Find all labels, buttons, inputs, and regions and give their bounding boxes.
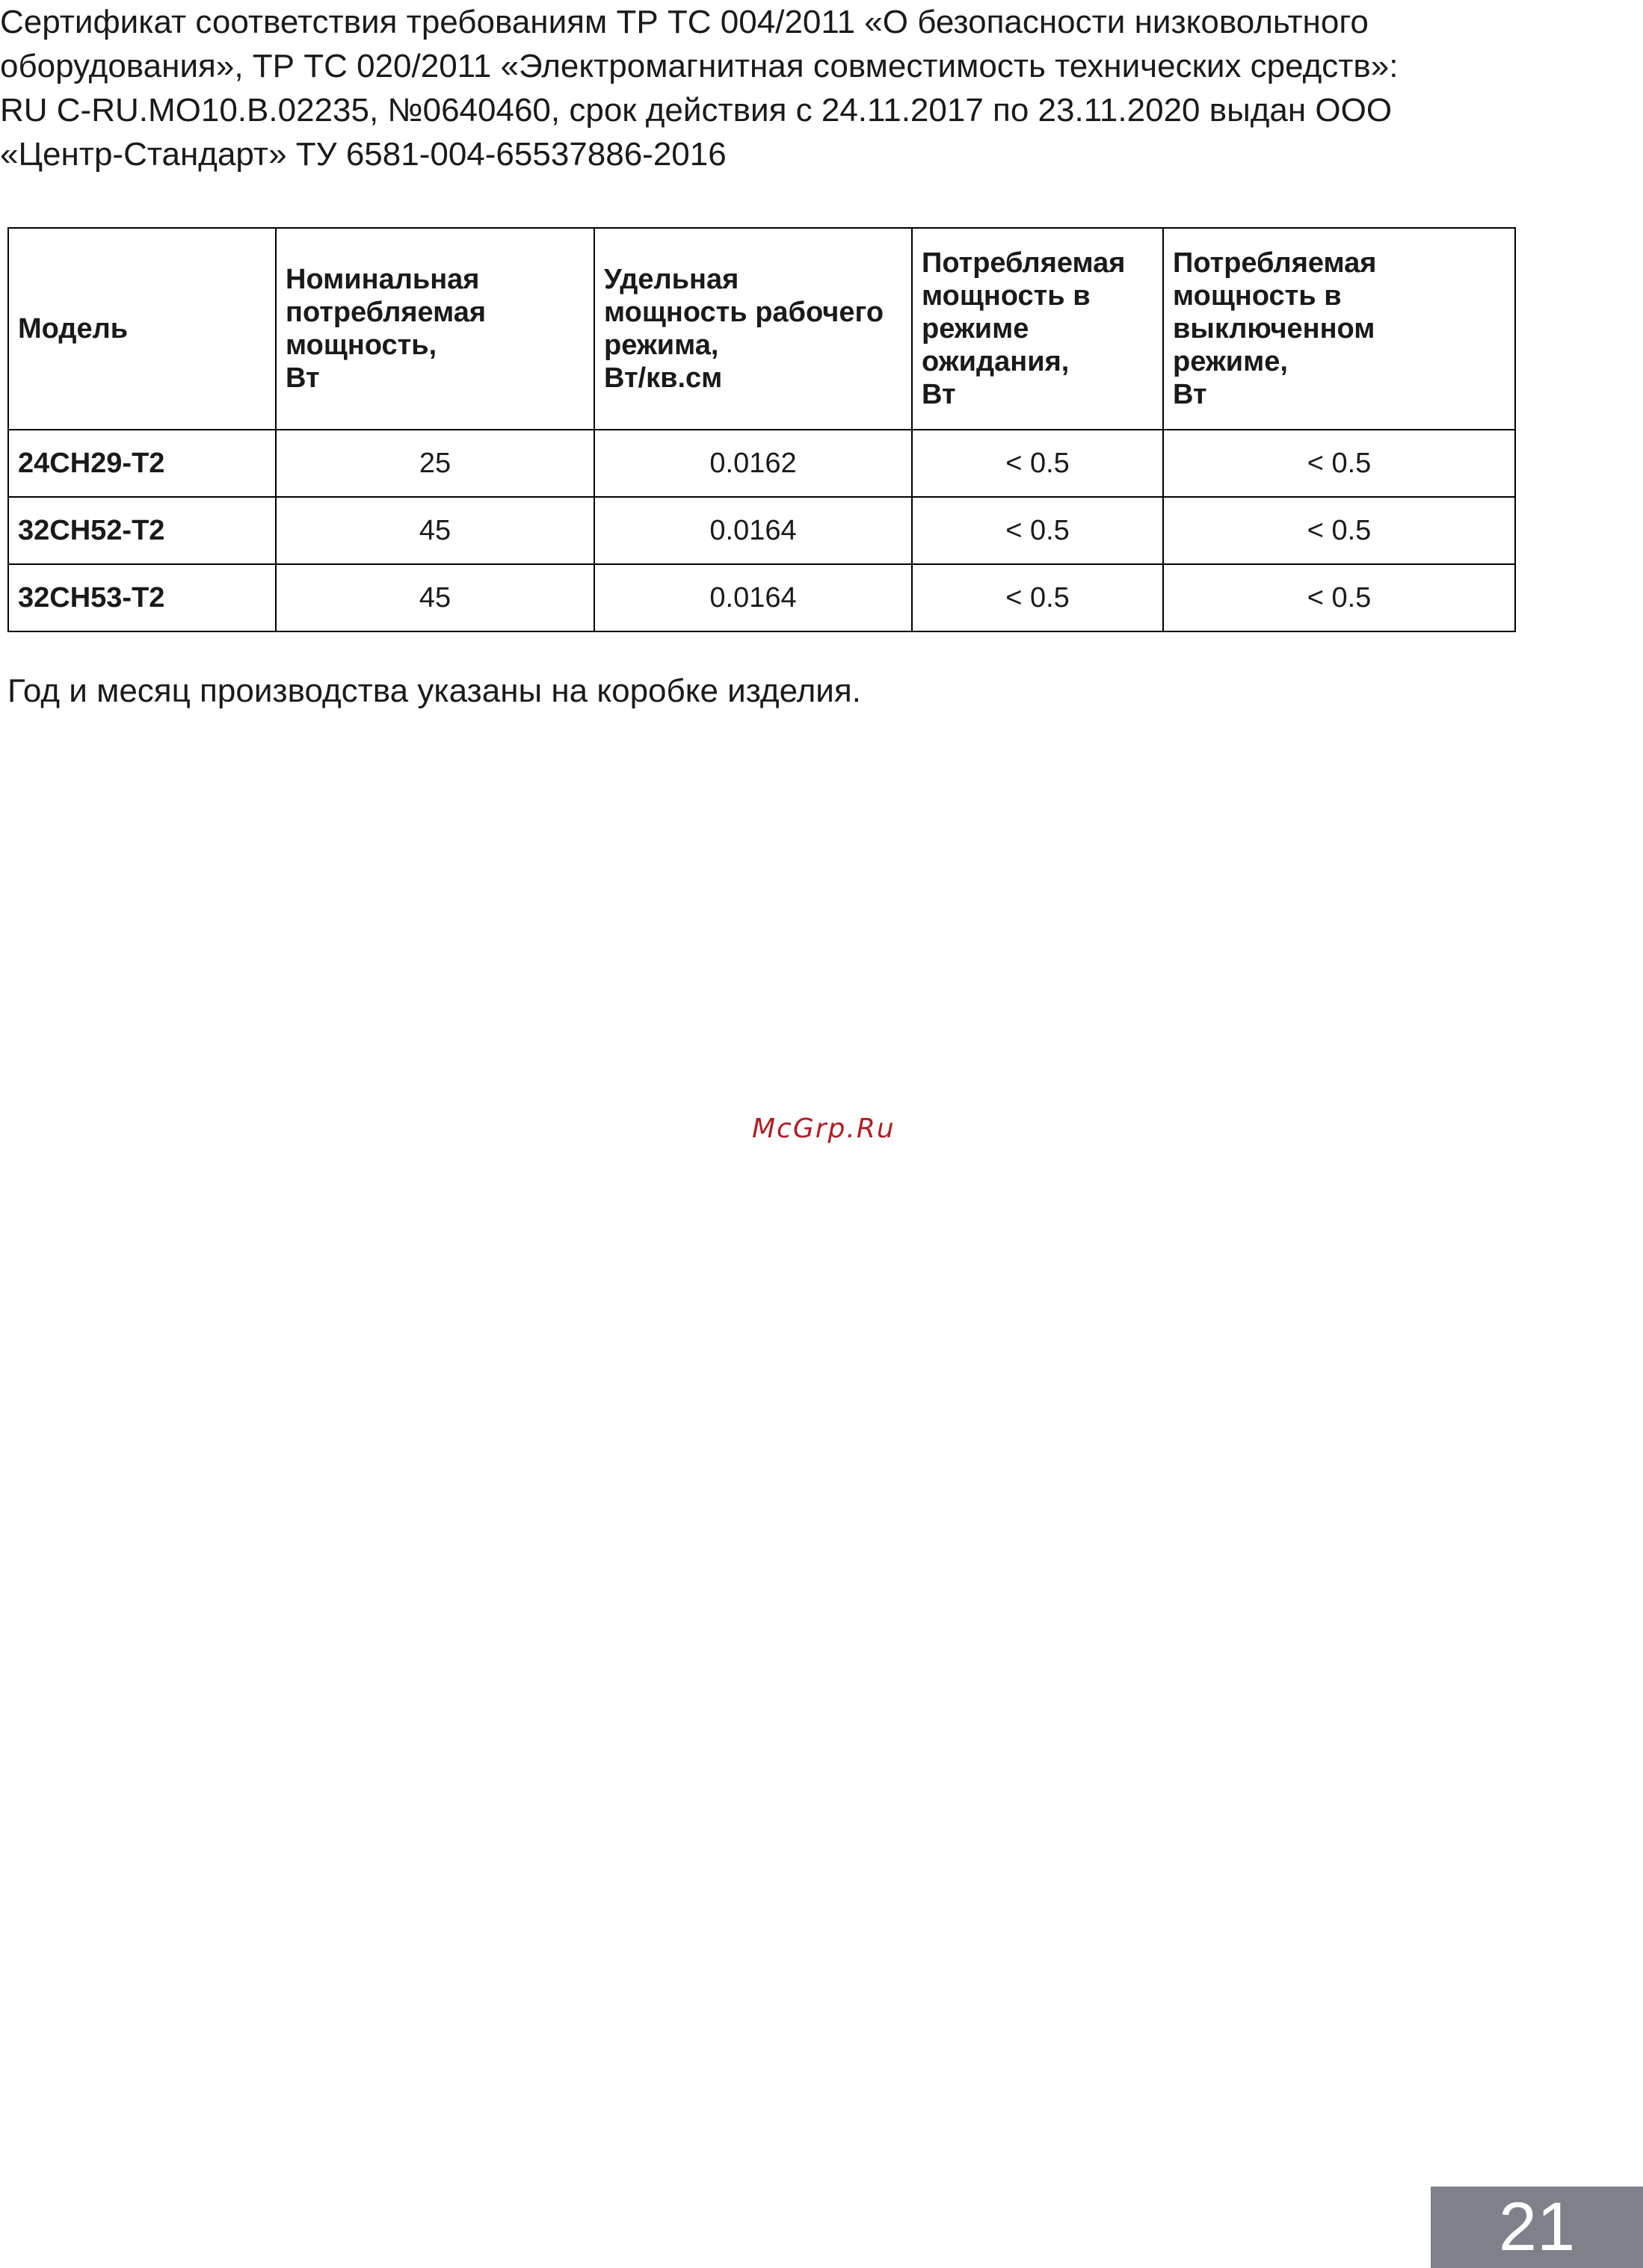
cell-specific-power: 0.0164: [594, 497, 912, 564]
cell-standby-power: < 0.5: [912, 430, 1163, 497]
cell-off-power: < 0.5: [1163, 497, 1515, 564]
cell-standby-power: < 0.5: [912, 564, 1163, 631]
header-rated-power: Номинальная потребляемая мощность, Вт: [276, 228, 594, 430]
production-date-note: Год и месяц производства указаны на коробке изделия.: [7, 673, 861, 709]
certificate-line: RU C-RU.MO10.B.02235, №0640460, срок действия с 24.11.2017 по 23.11.2020 выдан ООО: [0, 92, 1393, 129]
cell-specific-power: 0.0162: [594, 430, 912, 497]
cell-rated-power: 25: [276, 430, 594, 497]
table-header-row: [8, 228, 1515, 430]
certificate-line: оборудования», ТР ТС 020/2011 «Электромагнитная совместимость технических средств»:: [0, 48, 1399, 84]
cell-off-power: < 0.5: [1163, 430, 1515, 497]
certificate-line: Сертификат соответствия требованиям ТР ТС 004/2011 «О безопасности низковольтного: [0, 4, 1369, 40]
cell-specific-power: 0.0164: [594, 564, 912, 631]
certificate-text: [0, 0, 1607, 176]
header-standby-power: Потребляемая мощность в режиме ожидания, Вт: [912, 228, 1163, 430]
header-specific-power: Удельная мощность рабочего режима, Вт/кв.см: [594, 228, 912, 430]
certificate-line: «Центр-Стандарт» ТУ 6581-004-65537886-2016: [0, 136, 727, 173]
cell-model: 32CH52-T2: [8, 497, 276, 564]
cell-model: 24CH29-T2: [8, 430, 276, 497]
table-row: [8, 497, 1515, 564]
cell-rated-power: 45: [276, 564, 594, 631]
page-number: 21: [1498, 2189, 1576, 2265]
cell-model: 32CH53-T2: [8, 564, 276, 631]
cell-rated-power: 45: [276, 497, 594, 564]
cell-standby-power: < 0.5: [912, 497, 1163, 564]
page-number-box: [1431, 2187, 1643, 2268]
table-row: [8, 564, 1515, 631]
header-model: Модель: [8, 228, 276, 430]
cell-off-power: < 0.5: [1163, 564, 1515, 631]
table-row: [8, 430, 1515, 497]
power-consumption-table: [7, 227, 1516, 632]
site-watermark: McGrp.Ru: [752, 1113, 896, 1144]
header-off-power: Потребляемая мощность в выключенном режиме, Вт: [1163, 228, 1515, 430]
